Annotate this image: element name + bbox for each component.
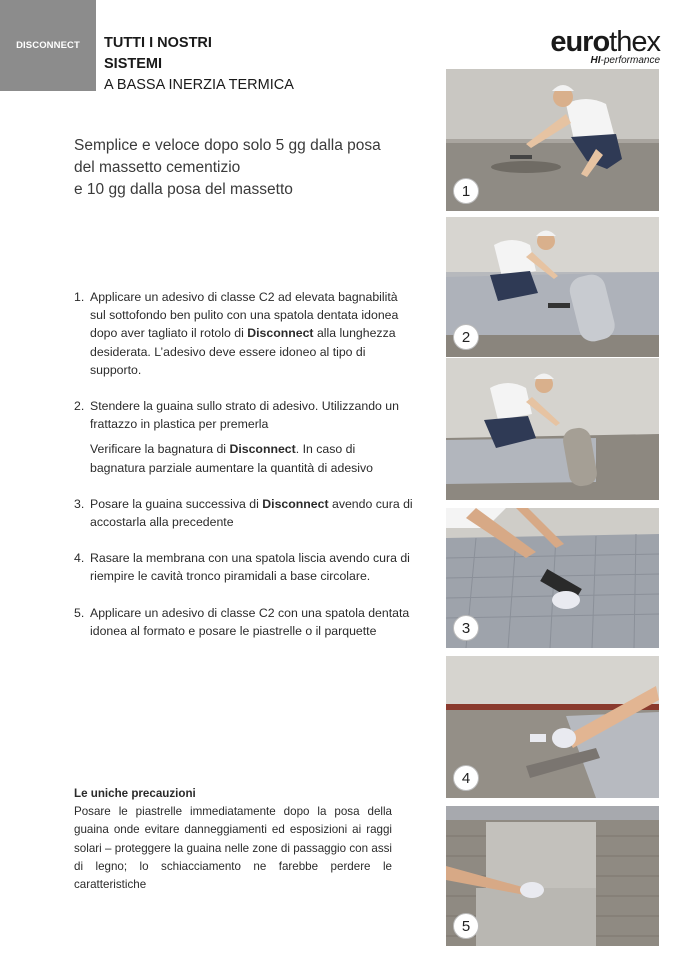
logo-tag-rest: -performance (600, 55, 660, 66)
title-line-2: SISTEMI (104, 56, 163, 72)
logo-wordmark (550, 28, 660, 56)
logo-euro: euro (550, 26, 610, 58)
step-photo-5 (446, 806, 659, 946)
step-number: 5. (74, 605, 85, 620)
section-tab (0, 0, 96, 91)
step-number: 4. (74, 551, 85, 566)
eurothex-logo (550, 28, 660, 66)
section-tab-label: DISCONNECT (16, 40, 80, 51)
title-line-1: TUTTI I NOSTRI (104, 35, 212, 51)
intro-line-3: e 10 gg dalla posa del massetto (74, 181, 293, 198)
step-4 (74, 549, 414, 585)
step-badge: 3 (453, 615, 479, 641)
logo-tag-bold: HI (590, 55, 601, 66)
step-badge: 4 (453, 765, 479, 791)
step-1 (74, 288, 414, 379)
step-text: Applicare un adesivo di classe C2 con una spatola dentata idonea al formato e posare le piastrelle o il parquette (90, 605, 410, 638)
title-line-3: A BASSA INERZIA TERMICA (104, 77, 294, 93)
step-photo-2b (446, 358, 659, 500)
steps-list (74, 288, 414, 640)
step-photo-3 (446, 508, 659, 648)
intro-line-2: del massetto cementizio (74, 159, 241, 176)
step-number: 1. (74, 290, 85, 304)
step-badge: 1 (453, 178, 479, 204)
step-2 (74, 397, 414, 477)
step-5 (74, 604, 414, 640)
step-text: Rasare la membrana con una spatola liscia avendo cura di riempire le cavità tronco piramidali a base circolare. (90, 551, 410, 584)
step-badge: 2 (453, 324, 479, 350)
precautions-text: Posare le piastrelle immediatamente dopo la posa della guaina onde evitare danneggiamenti ed esposizioni ai raggi solari – proteggere la guaina nelle zone di passaggio con assi di legno; lo schiacciamento ne farebbe perdere le caratteristiche (74, 805, 392, 892)
precautions-title: Le uniche precauzioni (74, 787, 196, 800)
logo-thex: thex (609, 26, 660, 58)
page-title (104, 33, 294, 96)
intro-text (74, 135, 414, 201)
step-photo-1 (446, 69, 659, 211)
step-text: Stendere la guaina sullo strato di adesivo. Utilizzando un frattazzo in plastica per premerla (90, 399, 399, 432)
step-text: Applicare un adesivo di classe C2 ad elevata bagnabilità sul sottofondo ben pulito con una spatola dentata idonea dopo aver tagliato il rotolo di Disconnect alla lunghezza desiderata. L’adesivo deve essere idoneo al tipo di supporto. (90, 290, 399, 377)
brand-name: Disconnect (229, 442, 296, 457)
photo-membrane-laying (446, 358, 659, 500)
step-number: 3. (74, 496, 85, 511)
step-text: Posare la guaina successiva di Disconnect avendo cura di accostarla alla precedente (90, 496, 413, 530)
step-3 (74, 495, 414, 531)
brand-name: Disconnect (247, 326, 314, 341)
precautions (74, 785, 392, 894)
step-note: Verificare la bagnatura di Disconnect. In caso di bagnatura parziale aumentare la quantità di adesivo (90, 442, 374, 475)
step-photo-4 (446, 656, 659, 798)
brand-name: Disconnect (262, 496, 329, 511)
step-number: 2. (74, 399, 85, 414)
intro-line-1: Semplice e veloce dopo solo 5 gg dalla posa (74, 137, 381, 154)
step-badge: 5 (453, 913, 479, 939)
step-photo-2 (446, 217, 659, 357)
